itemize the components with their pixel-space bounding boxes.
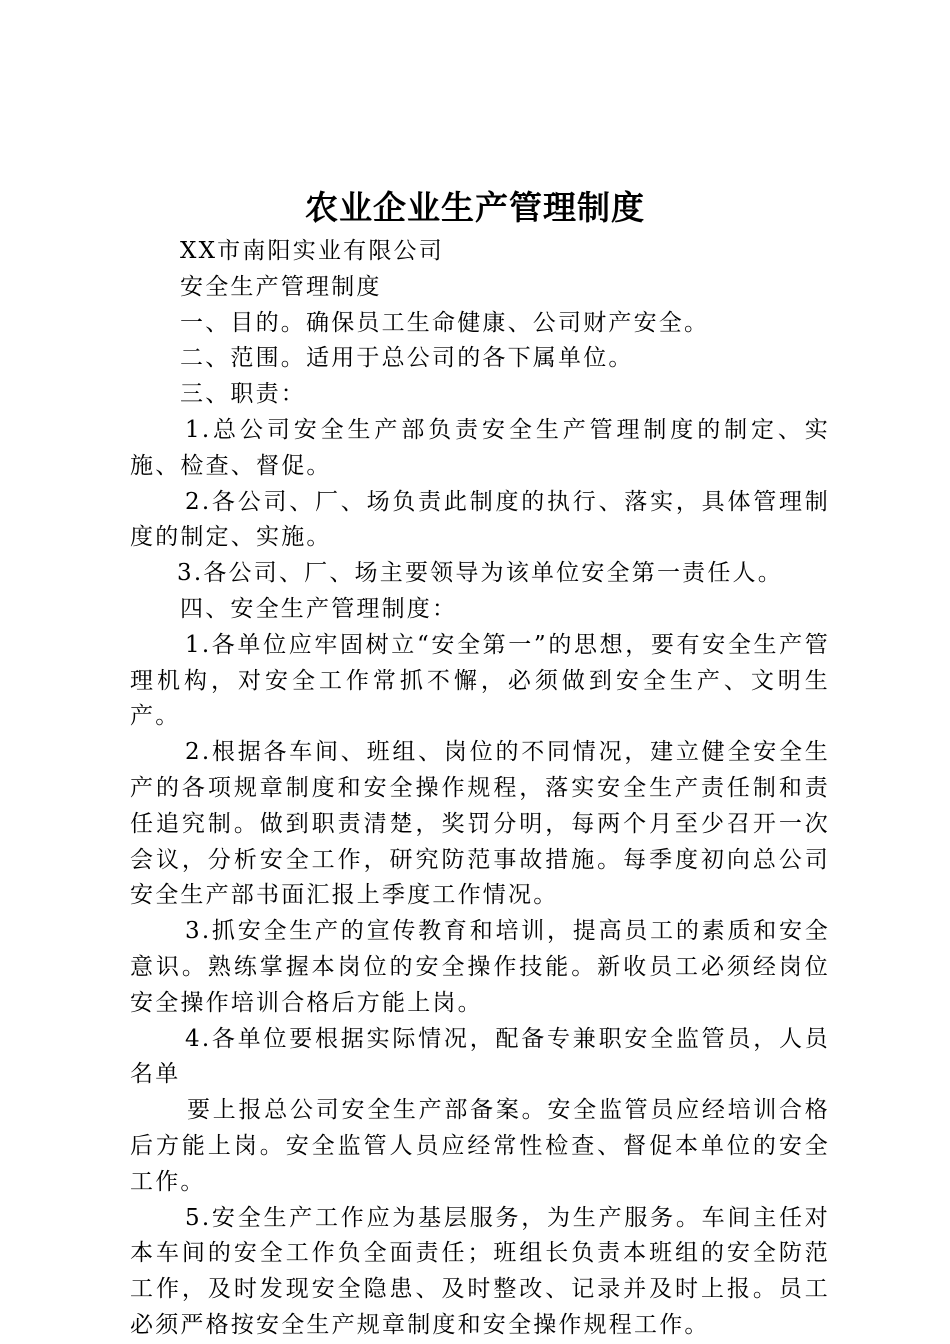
company-name: XX市南阳实业有限公司 [180, 238, 444, 264]
duty-item-1: 1.总公司安全生产部负责安全生产管理制度的制定、实施、检查、督促。 [130, 416, 830, 479]
rule-item-3: 3.抓安全生产的宣传教育和培训，提高员工的素质和安全意识。熟练掌握本岗位的安全操作技能。新收员工必须经岗位安全操作培训合格后方能上岗。 [130, 918, 830, 1016]
section-scope: 二、范围。适用于总公司的各下属单位。 [180, 345, 634, 372]
duty-item-2: 2.各公司、厂、场负责此制度的执行、落实，具体管理制度的制定、实施。 [130, 488, 830, 551]
section-rules-heading: 四、安全生产管理制度： [180, 595, 458, 622]
rule-item-2: 2.根据各车间、班组、岗位的不同情况，建立健全安全生产的各项规章制度和安全操作规程，落实安全生产责任制和责任追究制。做到职责清楚，奖罚分明，每两个月至少召开一次会议，分析安全工作，研究防范事故措施。每季度初向总公司安全生产部书面汇报上季度工作情况。 [130, 739, 830, 909]
rule-item-4: 4.各单位要根据实际情况，配备专兼职安全监管员，人员名单 [130, 1025, 830, 1088]
section-duties-heading: 三、职责： [180, 381, 306, 408]
duty-item-3: 3.各公司、厂、场主要领导为该单位安全第一责任人。 [177, 560, 783, 587]
section-purpose: 一、目的。确保员工生命健康、公司财产安全。 [180, 309, 710, 336]
document-body [130, 234, 830, 1344]
rule-item-1: 1.各单位应牢固树立“安全第一”的思想，要有安全生产管理机构，对安全工作常抓不懈，必须做到安全生产、文明生产。 [130, 631, 830, 730]
document-title: 农业企业生产管理制度 [305, 188, 645, 227]
rule-item-5: 5.安全生产工作应为基层服务，为生产服务。车间主任对本车间的安全工作负全面责任；班组长负责本班组的安全防范工作，及时发现安全隐患、及时整改、记录并及时上报。员工必须严格按安全生产规章制度和安全操作规程工作。 [130, 1204, 830, 1338]
subtitle: 安全生产管理制度 [180, 273, 382, 300]
rule-item-4-continued: 要上报总公司安全生产部备案。安全监管员应经培训合格后方能上岗。安全监管人员应经常性检查、督促本单位的安全工作。 [130, 1097, 830, 1195]
